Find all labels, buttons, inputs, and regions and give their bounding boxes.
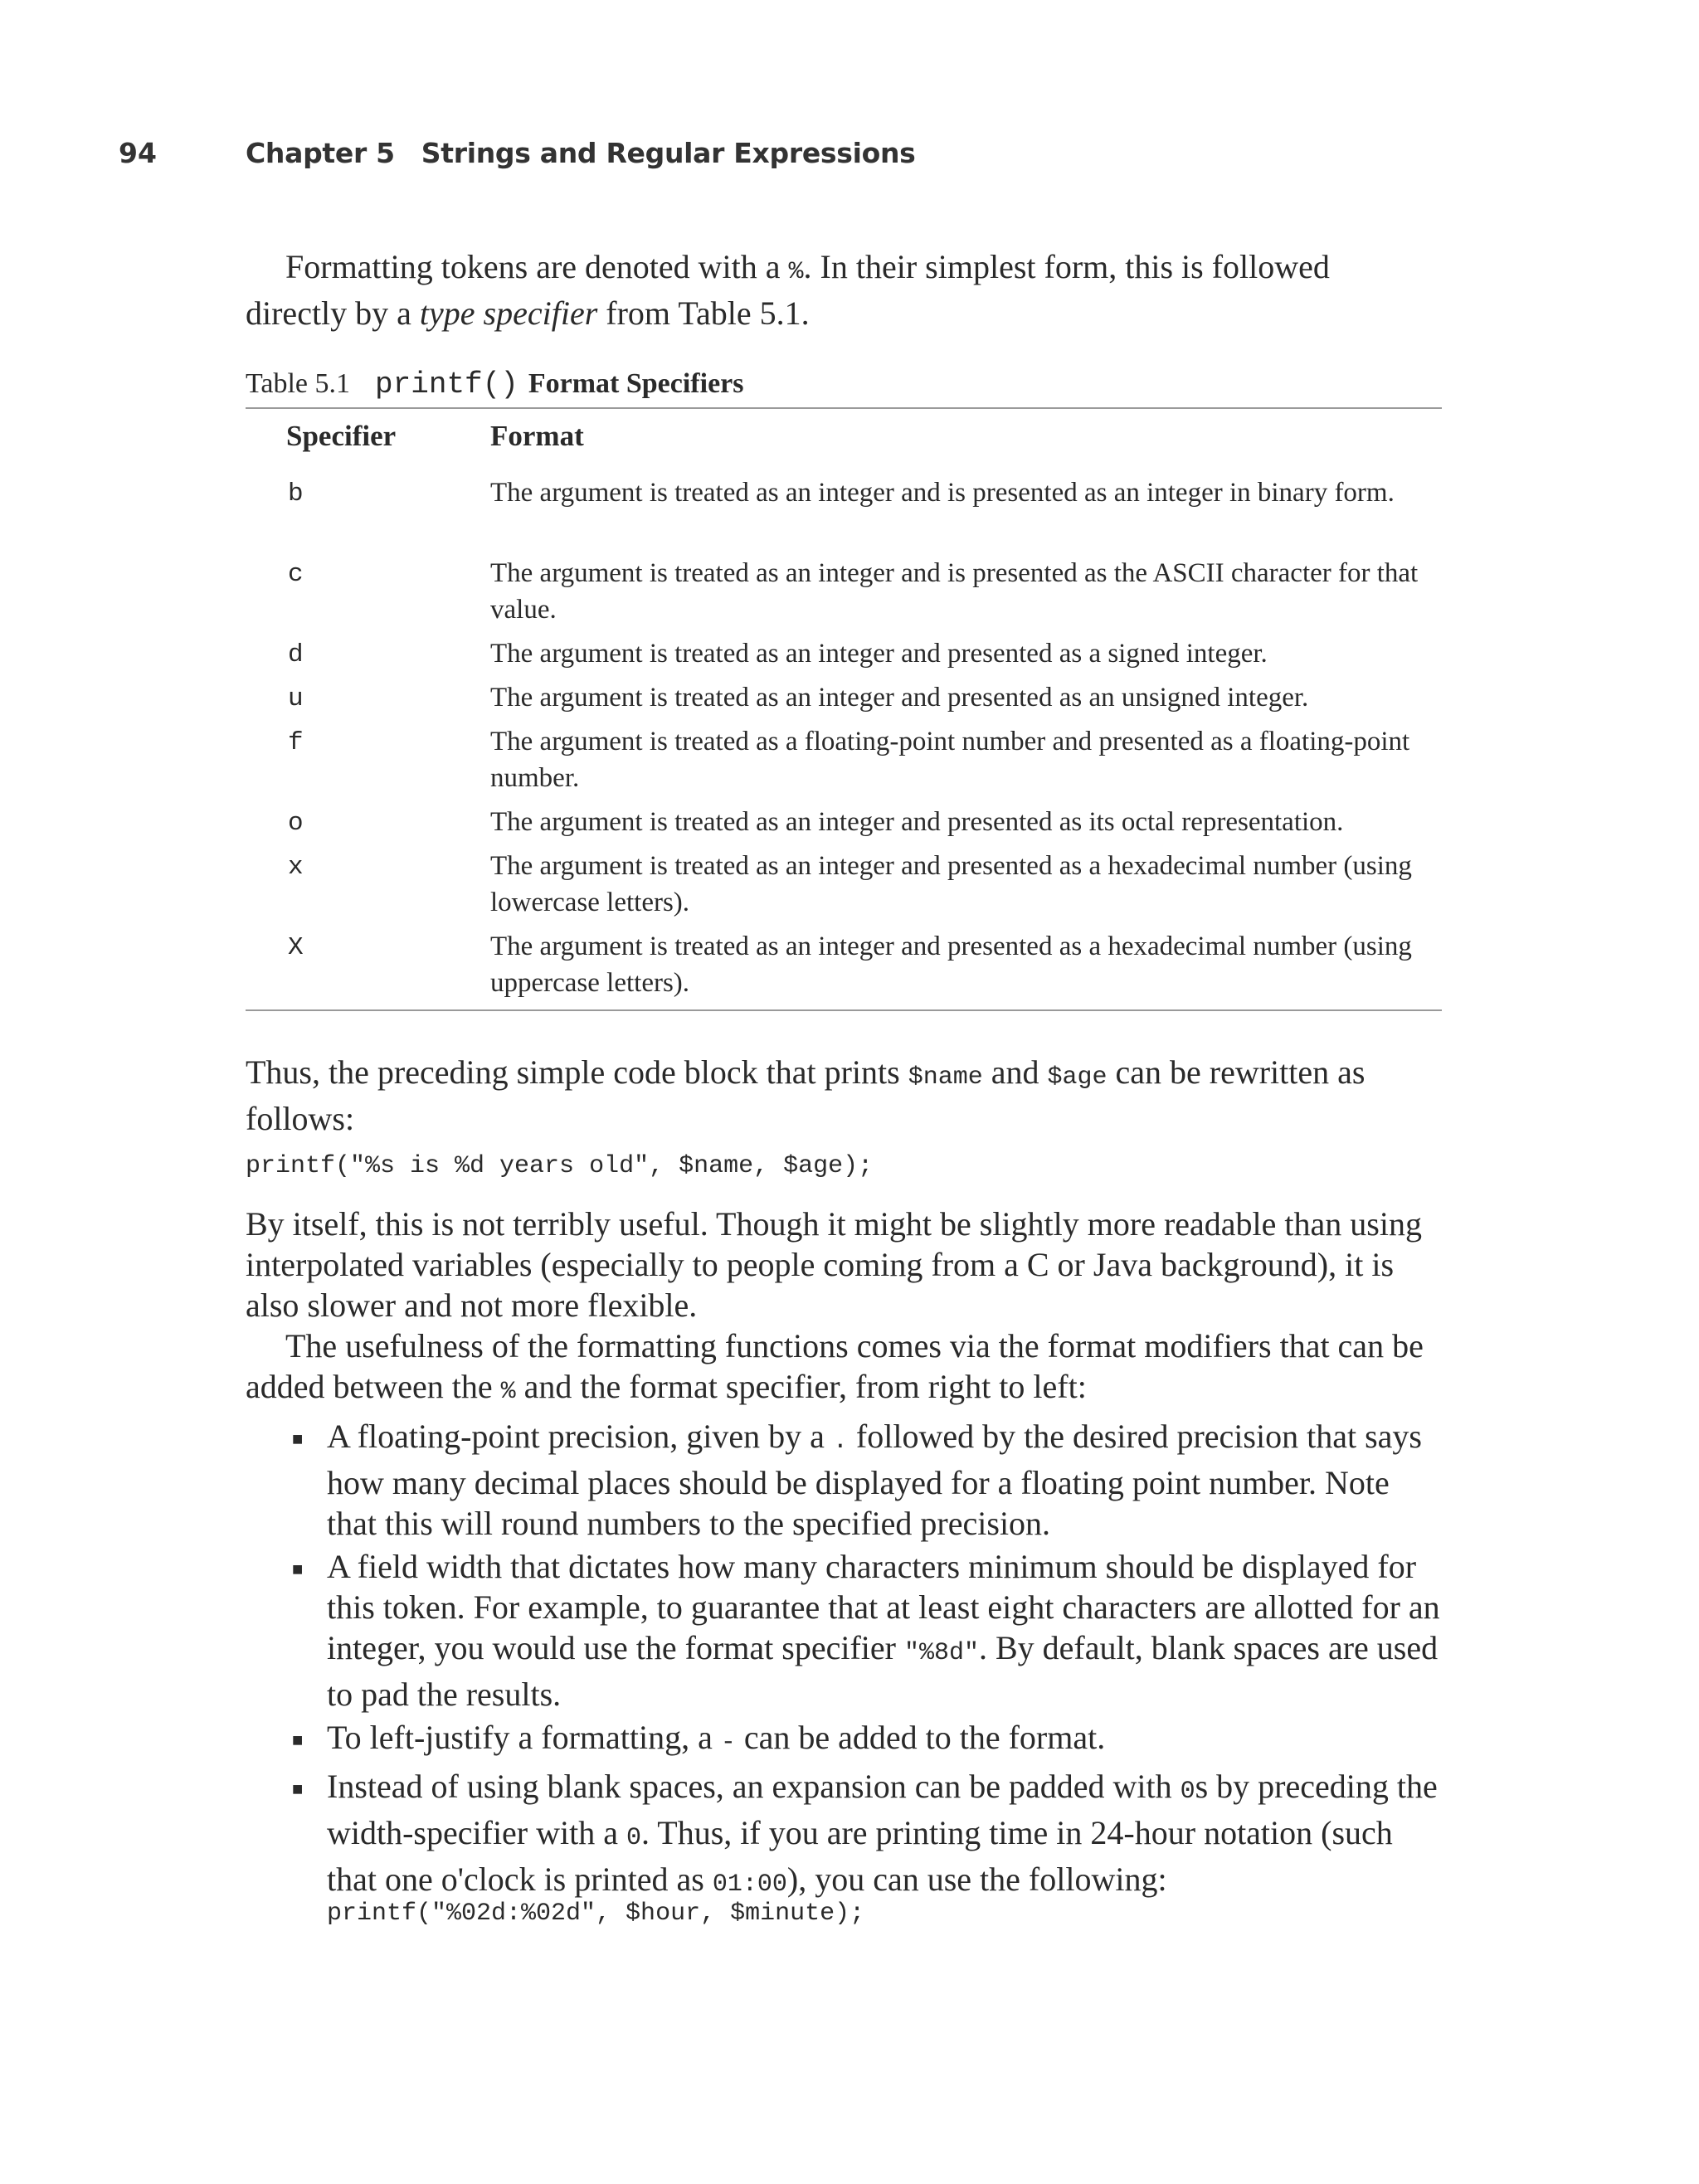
b4-code-1: 0 xyxy=(1180,1778,1195,1806)
table-row-2-specifier: d xyxy=(288,640,304,669)
intro-text-3: from Table 5.1. xyxy=(597,294,810,332)
intro-paragraph xyxy=(246,246,1435,333)
b3-text-1: To left-justify a formatting, a xyxy=(327,1719,721,1756)
useful-paragraph: By itself, this is not terribly useful. Though it might be slightly more readable than using interpolated variables (especially to people coming from a C or Java background), it is also slower and not more flexible. xyxy=(246,1205,1422,1324)
thus-code-name: $name xyxy=(908,1063,983,1092)
code-block-printf-time: printf("%02d:%02d", $hour, $minute); xyxy=(327,1899,865,1928)
table-row-0-format: The argument is treated as an integer and is presented as an integer in binary form. xyxy=(490,478,1395,508)
table-row-5-specifier: o xyxy=(288,809,304,838)
column-header-specifier: Specifier xyxy=(286,420,397,452)
running-header xyxy=(246,137,916,169)
code-block-printf-name-age: printf("%s is %d years old", $name, $age); xyxy=(246,1152,874,1180)
page-number: 94 xyxy=(119,137,157,169)
table-row-5-format: The argument is treated as an integer and presented as its octal representation. xyxy=(490,807,1344,837)
table-row-7-specifier: X xyxy=(288,933,304,962)
intro-text-1: Formatting tokens are denoted with a xyxy=(285,248,789,285)
thus-text-2: and xyxy=(982,1053,1048,1091)
table-top-rule xyxy=(246,407,1442,409)
b4-text-4: ), you can use the following: xyxy=(786,1861,1167,1898)
table-row-7-format: The argument is treated as an integer and presented as a hexadecimal number (using uppercase letters). xyxy=(490,931,1412,998)
table-row-6-specifier: x xyxy=(288,853,304,882)
b2-code: "%8d" xyxy=(903,1639,979,1667)
table-label: Table 5.1 xyxy=(246,368,351,399)
table-row-3-format: The argument is treated as an integer and presented as an unsigned integer. xyxy=(490,683,1309,713)
thus-code-age: $age xyxy=(1047,1063,1108,1092)
intro-text-2: . In their simplest form, this is followed directly by a xyxy=(246,248,1330,332)
b3-code: - xyxy=(720,1729,736,1757)
thus-text-1: Thus, the preceding simple code block that prints xyxy=(246,1053,908,1091)
table-row-3-specifier: u xyxy=(288,684,304,713)
b4-text-2: s by preceding the width-specifier with a xyxy=(327,1768,1438,1851)
intro-emphasis: type specifier xyxy=(419,294,598,332)
modifiers-text-1: The usefulness of the formatting functions comes via the format modifiers that can be added between the xyxy=(246,1327,1424,1405)
table-row-6-format: The argument is treated as an integer and presented as a hexadecimal number (using lowercase letters). xyxy=(490,851,1412,917)
chapter-label: Chapter 5 xyxy=(246,137,395,169)
table-row-1-specifier: c xyxy=(288,560,304,589)
b2-text-1: A field width that dictates how many characters minimum should be displayed for this token. For example, to guarantee that at least eight characters are allotted for an integer, you would use the format specifier xyxy=(327,1548,1440,1666)
table-row-1-format: The argument is treated as an integer and is presented as the ASCII character for that value. xyxy=(490,558,1419,625)
b4-code-2: 0 xyxy=(626,1824,642,1852)
table-row-0-specifier: b xyxy=(288,479,304,508)
modifiers-code: % xyxy=(500,1378,516,1406)
bullet-marker: ■ xyxy=(292,1778,304,1799)
table-function: printf() xyxy=(375,367,518,401)
modifiers-paragraph xyxy=(246,1325,1435,1413)
b1-text-2: followed by the desired precision that says how many decimal places should be displayed for a floating point number. Note that this will round numbers to the specified precision. xyxy=(327,1418,1422,1542)
bullet-marker: ■ xyxy=(292,1729,304,1750)
b4-text-1: Instead of using blank spaces, an expansion can be padded with xyxy=(327,1768,1181,1805)
b4-text-3: . Thus, if you are printing time in 24-hour notation (such that one o'clock is printed as xyxy=(327,1814,1393,1898)
table-bottom-rule xyxy=(246,1009,1442,1011)
b4-code-3: 01:00 xyxy=(712,1870,787,1899)
bullet-item-precision xyxy=(327,1416,1443,1544)
table-row-2-format: The argument is treated as an integer and presented as a signed integer. xyxy=(490,639,1268,669)
column-header-format: Format xyxy=(490,420,584,452)
table-row-4-format: The argument is treated as a floating-point number and presented as a floating-point number. xyxy=(490,727,1410,793)
b1-text-1: A floating-point precision, given by a xyxy=(327,1418,833,1455)
b1-code: . xyxy=(832,1428,848,1456)
bullet-item-left-justify xyxy=(327,1717,1443,1763)
bullet-item-field-width xyxy=(327,1546,1443,1715)
b3-text-2: can be added to the format. xyxy=(735,1719,1106,1756)
thus-paragraph xyxy=(246,1052,1435,1139)
intro-code: % xyxy=(788,258,804,286)
chapter-title: Strings and Regular Expressions xyxy=(421,137,916,169)
modifiers-text-2: and the format specifier, from right to left: xyxy=(515,1368,1087,1405)
table-title: Format Specifiers xyxy=(528,368,744,399)
bullet-item-zero-padding xyxy=(327,1766,1443,1905)
b2-text-2: . By default, blank spaces are used to pad the results. xyxy=(327,1629,1439,1713)
table-row-4-specifier: f xyxy=(288,728,304,757)
bullet-marker: ■ xyxy=(292,1559,304,1579)
table-caption xyxy=(246,367,744,401)
bullet-marker: ■ xyxy=(292,1428,304,1449)
thus-text-3: can be rewritten as follows: xyxy=(246,1053,1366,1137)
